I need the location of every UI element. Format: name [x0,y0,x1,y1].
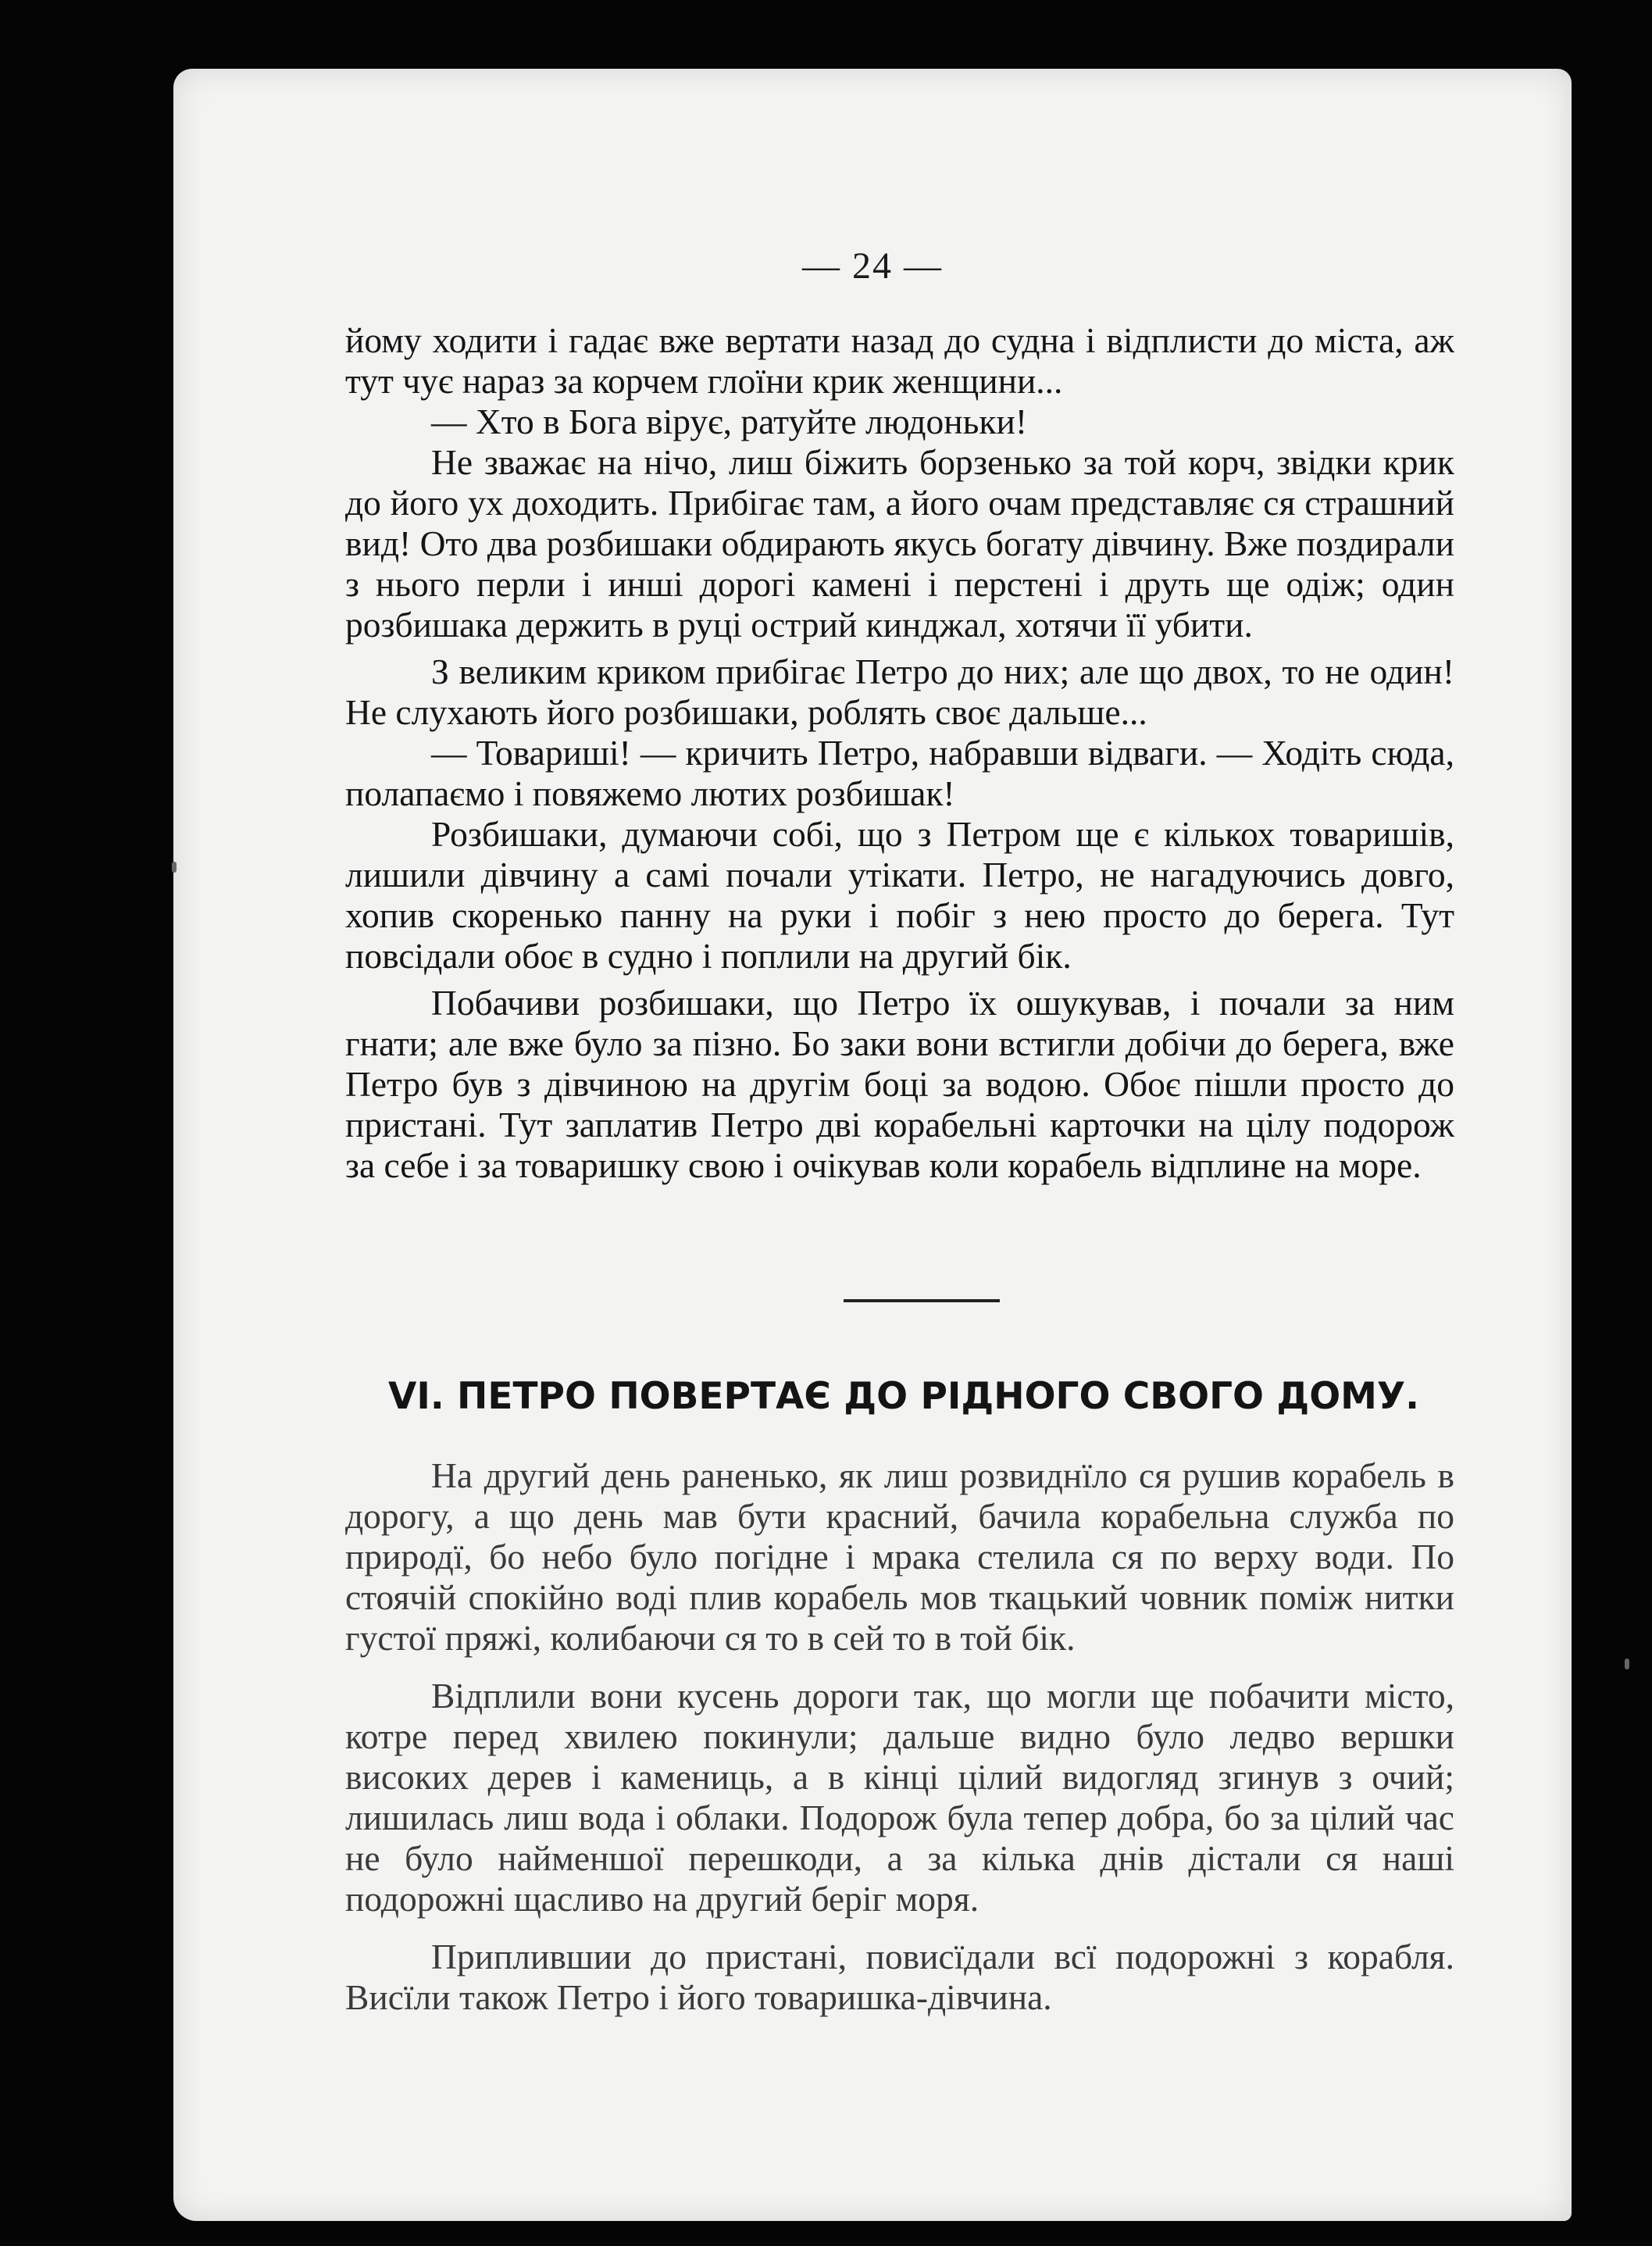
chapter-heading: VI. ПЕТРО ПОВЕРТАЄ ДО РІДНОГО СВОГО ДОМУ. [387,1375,1420,1418]
page-number: — 24 — [802,245,943,287]
paragraph: Відплили вони кусень дороги так, що могли ще побачити місто, котре перед хвилею покинули; дальше видно було ледво вершки високих дерев і камениць, а в кінці цілий видогляд згинув з очий; лишилась лиш вода і облаки. Подорож була тепер добра, бо за цілий час не було найменшої перешкоди, а за кілька днів дістали ся наші подорожні щасливо на другий беріг моря. [345,1676,1454,1919]
paragraph: Не зважає на нічо, лиш біжить борзенько за той корч, звідки крик до його ух доходить. Прибігає там, а його очам представляє ся страшний вид! Ото два розбишаки обдирають якусь богату дівчину. Вже поздирали з нього перли і инші дорогі камені і перстені і друть ще одіж; один розбишака держить в руці острий кинджал, хотячи її убити. [345,442,1454,645]
paragraph: Побачиви розбишаки, що Петро їх ошукував, і почали за ним гнати; але вже було за пізно. Бо заки вони встигли добічи до берега, вже Петро був з дівчиною на другім боці за водою. Обоє пішли просто до пристані. Тут заплатив Петро дві корабельні карточки на цілу подорож за себе і за товаришку свою і очікував коли корабель відплине на море. [345,983,1454,1185]
paragraph: — Хто в Бога вірує, ратуйте людоньки! [431,402,1028,441]
book-page [173,69,1572,2221]
page-edge-speck [1625,1659,1629,1669]
paragraph: Розбишаки, думаючи собі, що з Петром ще є кількох товаришів, лишили дівчину а самі почали утікати. Петро, не нагадуючись довго, хопив скоренько панну на руки і побіг з нею просто до берега. Тут повсідали обоє в судно і поплили на другий бік. [345,814,1454,976]
section-v-text [345,320,1454,1186]
paragraph: З великим криком прибігає Петро до них; але що двох, то не один! Не слухають його розбишаки, роблять своє дальше... [345,652,1454,732]
paragraph: На другий день раненько, як лиш розвиднїло ся рушив корабель в дорогу, а що день мав бути красний, бачила корабельна служба по природї, бо небо було погідне і мрака стелила ся по верху води. По стоячій спокійно воді плив корабель мов ткацький човник поміж нитки густої пряжі, колибаючи ся то в сей то в той бік. [345,1455,1454,1658]
paragraph: йому ходити і гадає вже вертати назад до судна і відплисти до міста, аж тут чує нараз за корчем глоїни крик женщини... [345,320,1454,401]
paragraph: — Товариші! — кричить Петро, набравши відваги. — Ходіть сюда, полапаємо і повяжемо лютих розбишак! [345,733,1454,813]
section-divider [844,1299,1000,1302]
page-edge-speck [172,862,177,873]
section-vi-text [345,1455,1454,2018]
paragraph: Приплившии до пристані, повисїдали всї подорожні з корабля. Висїли також Петро і його товаришка-дівчина. [345,1937,1454,2017]
